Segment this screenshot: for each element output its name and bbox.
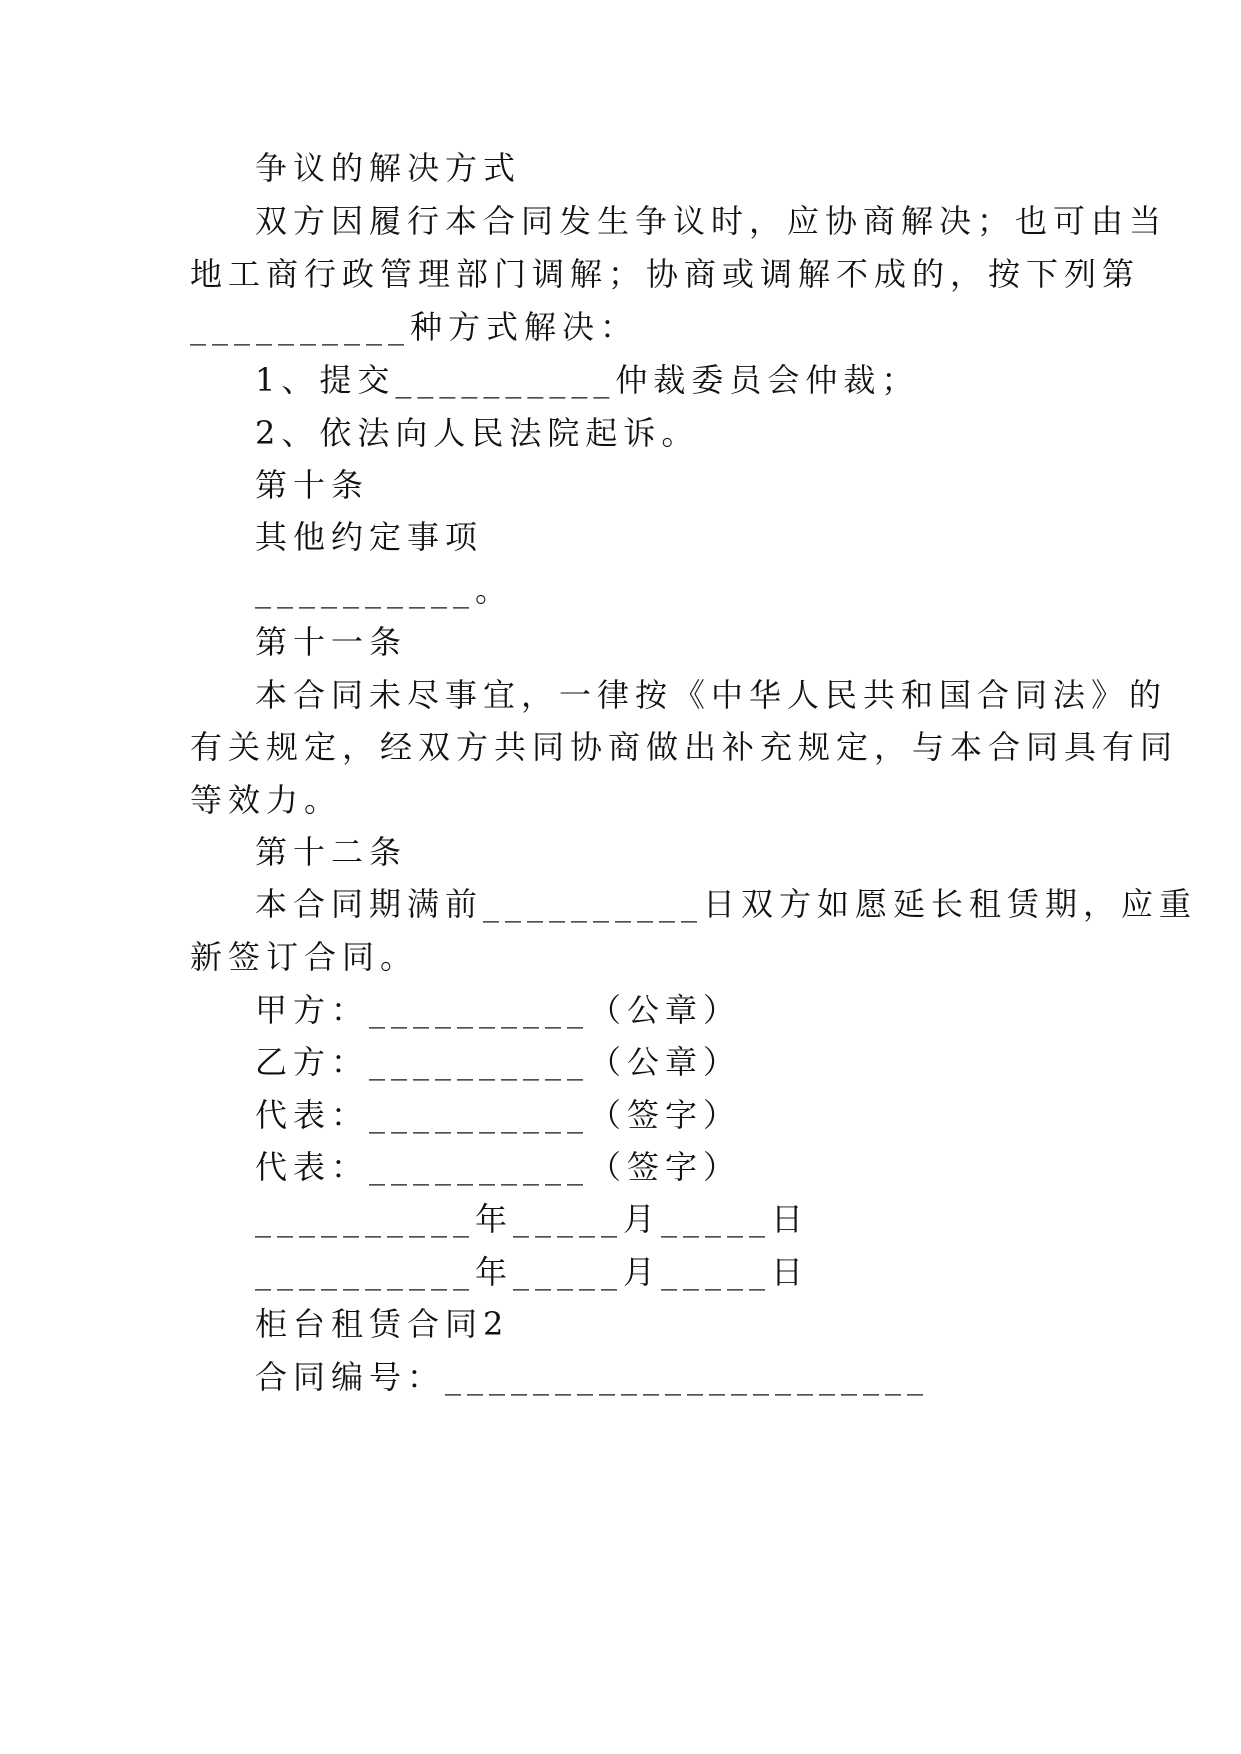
article-heading: 第十一条 <box>255 623 408 661</box>
paragraph-line: 等效力。 <box>190 781 343 819</box>
paragraph-line: 地工商行政管理部门调解；协商或调解不成的，按下列第 <box>190 255 1141 293</box>
date-line: __________年_____月_____日 <box>255 1253 810 1291</box>
contract-number-line: 合同编号：______________________ <box>255 1358 930 1396</box>
signature-line-party-a: 甲方：__________（公章） <box>255 991 742 1029</box>
document-title: 柜台租赁合同2 <box>255 1305 510 1343</box>
list-item: 1、提交__________仲裁委员会仲裁； <box>255 361 920 399</box>
paragraph-line: 本合同未尽事宜，一律按《中华人民共和国合同法》的 <box>255 676 1168 714</box>
signature-line-representative: 代表：__________（签字） <box>255 1148 742 1186</box>
blank-field-line: __________。 <box>255 571 514 609</box>
article-heading: 第十条 <box>255 466 370 504</box>
paragraph-line: 本合同期满前__________日双方如愿延长租赁期，应重 <box>255 885 1198 923</box>
signature-line-party-b: 乙方：__________（公章） <box>255 1043 742 1081</box>
paragraph-line: __________种方式解决： <box>190 308 639 346</box>
section-heading: 其他约定事项 <box>255 518 484 556</box>
list-item: 2、依法向人民法院起诉。 <box>255 414 700 452</box>
paragraph-line: 有关规定，经双方共同协商做出补充规定，与本合同具有同 <box>190 728 1179 766</box>
paragraph-line: 双方因履行本合同发生争议时，应协商解决；也可由当 <box>255 202 1168 240</box>
article-heading: 第十二条 <box>255 833 408 871</box>
date-line: __________年_____月_____日 <box>255 1200 810 1238</box>
signature-line-representative: 代表：__________（签字） <box>255 1096 742 1134</box>
section-heading-dispute: 争议的解决方式 <box>255 149 522 187</box>
paragraph-line: 新签订合同。 <box>190 938 419 976</box>
